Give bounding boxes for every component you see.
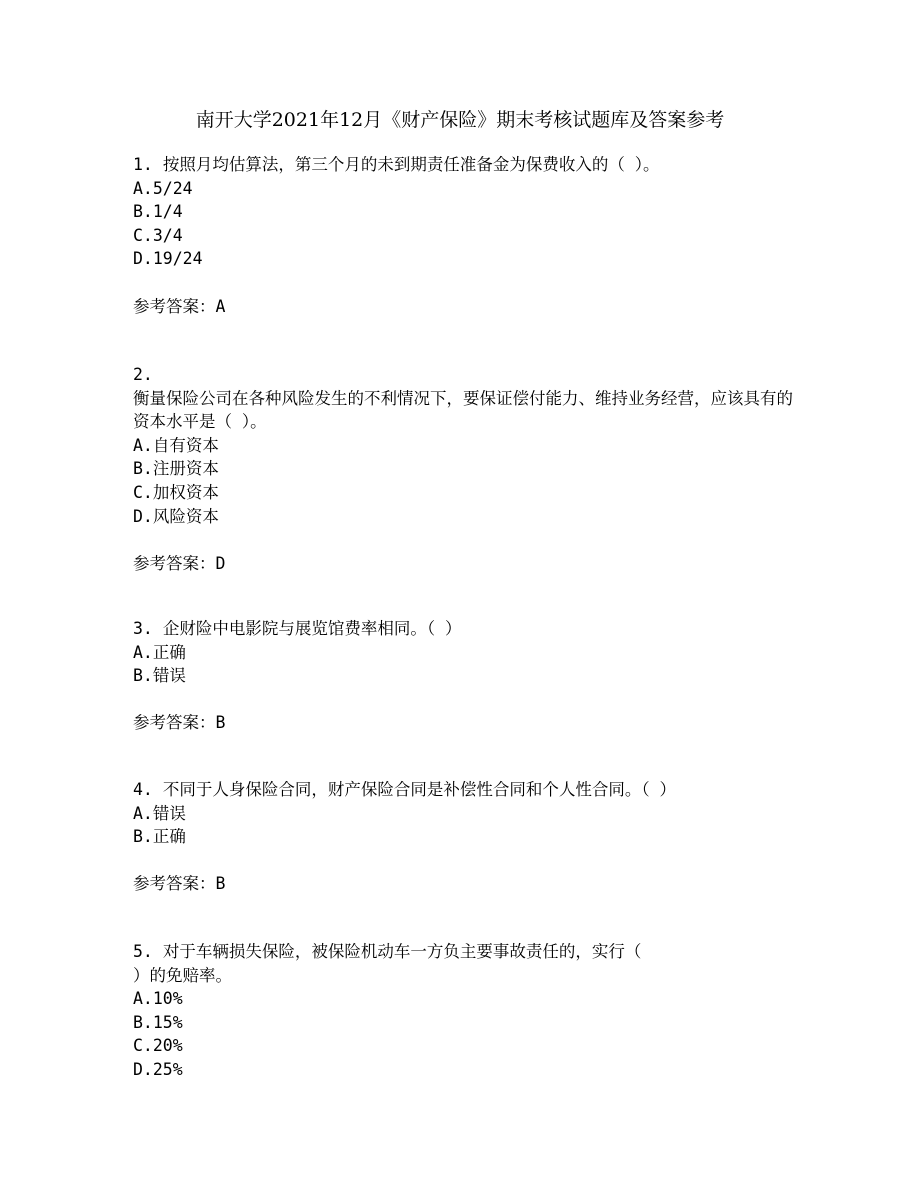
question-5-stem-line (133, 940, 793, 964)
question-3 (133, 617, 793, 735)
question-number: 3. (133, 619, 153, 638)
answer-label: 参考答案： (133, 713, 216, 733)
question-stem: 对于车辆损失保险，被保险机动车一方负主要事故责任的，实行（ (162, 942, 642, 961)
question-4 (133, 778, 793, 896)
option-c: C.20% (133, 1036, 183, 1056)
reference-answer (133, 552, 793, 576)
option-a: A.错误 (133, 803, 186, 823)
option-a: A.10% (133, 989, 183, 1009)
answer-label: 参考答案： (133, 296, 216, 316)
answer-value: B (215, 713, 226, 733)
answer-value: B (215, 874, 226, 894)
answer-label: 参考答案： (133, 553, 216, 573)
reference-answer (133, 295, 793, 319)
option-d: D.19/24 (133, 249, 203, 269)
question-stem-continued: ）的免赔率。 (133, 965, 232, 985)
question-stem: 不同于人身保险合同，财产保险合同是补偿性合同和个人性合同。（ ） (162, 780, 676, 799)
option-a: A.正确 (133, 642, 186, 662)
question-3-stem-line (133, 617, 793, 641)
reference-answer (133, 711, 793, 735)
option-b: B.注册资本 (133, 459, 219, 479)
question-number: 2. (133, 365, 153, 384)
question-1 (133, 153, 793, 318)
question-5 (133, 940, 793, 1082)
question-number: 4. (133, 780, 153, 799)
question-1-stem-line (133, 153, 793, 177)
option-b: B.错误 (133, 666, 186, 686)
answer-value: D (215, 553, 226, 573)
question-stem: 企财险中电影院与展览馆费率相同。（ ） (162, 619, 462, 638)
question-number: 1. (133, 155, 153, 174)
question-2 (133, 363, 793, 575)
answer-value: A (215, 296, 226, 316)
question-number: 5. (133, 942, 153, 961)
question-stem: 衡量保险公司在各种风险发生的不利情况下，要保证偿付能力、维持业务经营，应该具有的资本水平是（ ）。 (133, 388, 793, 432)
option-d: D.风险资本 (133, 506, 219, 526)
option-c: C.3/4 (133, 225, 183, 245)
option-b: B.15% (133, 1012, 183, 1032)
option-c: C.加权资本 (133, 482, 219, 502)
reference-answer (133, 872, 793, 896)
document-title: 南开大学2021年12月《财产保险》期末考核试题库及答案参考 (195, 109, 725, 131)
answer-label: 参考答案： (133, 874, 216, 894)
question-stem: 按照月均估算法，第三个月的未到期责任准备金为保费收入的（ ）。 (162, 155, 660, 174)
question-4-stem-line (133, 778, 793, 802)
option-b: B.1/4 (133, 202, 183, 222)
option-d: D.25% (133, 1059, 183, 1079)
option-a: A.5/24 (133, 178, 193, 198)
option-a: A.自有资本 (133, 435, 219, 455)
option-b: B.正确 (133, 827, 186, 847)
